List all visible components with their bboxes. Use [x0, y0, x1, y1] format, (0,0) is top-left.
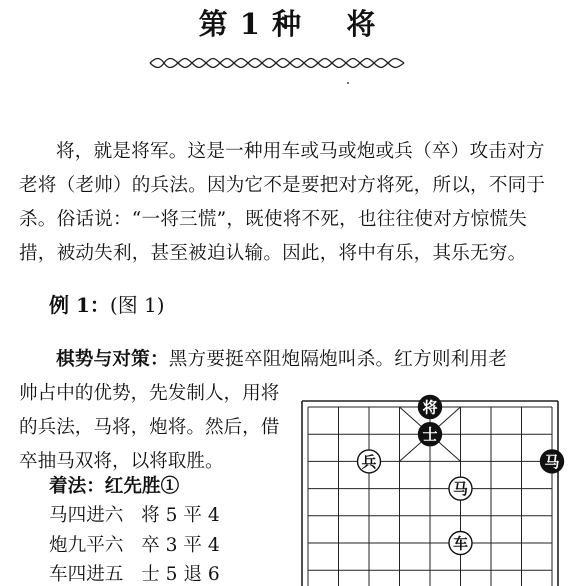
- chapter-title: 第 1 种 将: [198, 7, 377, 41]
- piece-black: [419, 423, 442, 446]
- piece-black: [419, 396, 442, 419]
- situation-label: 棋势与对策：: [56, 349, 169, 370]
- situation-line: [19, 343, 554, 377]
- xiangqi-board-diagram: [300, 393, 558, 586]
- situation-text-2: 帅占中的优势，先发制人，用将的兵法，马将，炮将。然后，借卒抽马双将，以将取胜。: [19, 383, 280, 472]
- situation-text-1: 黑方要挺卒阻炮隔炮叫杀。红方则利用老: [168, 349, 508, 370]
- example-label: 例 1：: [49, 293, 110, 317]
- move-row: [49, 535, 220, 557]
- moves-title: 着法：红先胜①: [49, 476, 180, 497]
- piece-red: [449, 477, 472, 500]
- piece-label: 马: [452, 480, 469, 499]
- piece-black: [541, 450, 564, 473]
- red-move: 炮九平六: [49, 535, 124, 556]
- piece-label: 车: [452, 534, 469, 553]
- piece-red: [358, 450, 381, 473]
- black-move: 卒 3 平 4: [141, 535, 220, 556]
- print-speck: [347, 82, 349, 84]
- decorative-wave-divider: [148, 56, 408, 70]
- black-move: 士 5 退 6: [141, 564, 220, 585]
- move-row: [49, 505, 220, 527]
- piece-label: 将: [422, 398, 438, 417]
- red-move: 马四进六: [49, 505, 124, 526]
- piece-label: 士: [422, 425, 438, 444]
- piece-red: [449, 532, 472, 555]
- piece-label: 马: [544, 452, 560, 471]
- intro-paragraph: 将，就是将军。这是一种用车或马或炮或兵（卒）攻击对方老将（老帅）的兵法。因为它不是要把对方将死，所以，不同于杀。俗话说：“一将三慌”，既使将不死，也往往使对方惊慌失措，被动失利，甚至被迫认输。因此，将中有乐，其乐无穷。: [19, 141, 546, 264]
- example-figure-ref: (图 1): [109, 293, 165, 317]
- piece-label: 兵: [361, 452, 377, 471]
- black-move: 将 5 平 4: [141, 505, 220, 526]
- example-heading: [49, 289, 165, 318]
- red-move: 车四进五: [49, 564, 124, 585]
- move-row: [49, 564, 220, 586]
